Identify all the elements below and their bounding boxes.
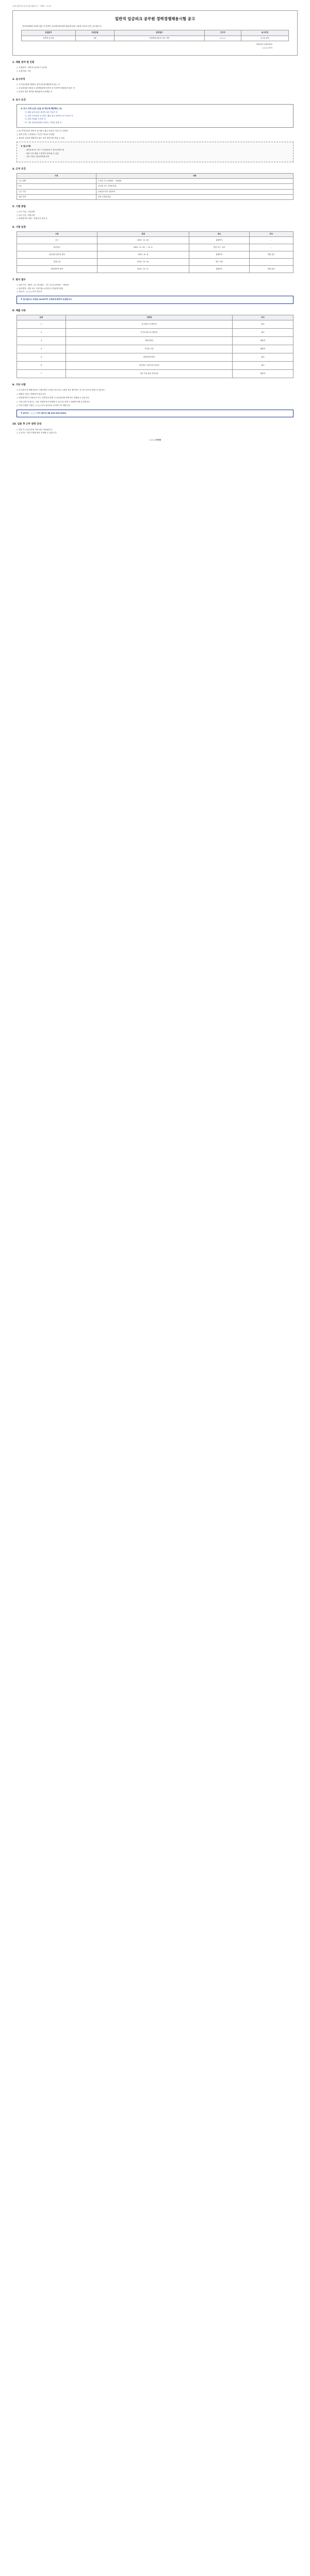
table-cell: 홈페이지 (189, 237, 249, 244)
list-item: ○ 최종합격자 결정 : 면접시험 성적 순 (17, 217, 47, 220)
table-row (17, 259, 293, 266)
list-item: ○ 공무원임용시험령 등 관계법령에 의하여 응시자격이 제한되지 않은 자 (17, 87, 75, 90)
section-7-title: 7. 원서 접수 (12, 279, 26, 282)
list-item: ○ 경력 산정 시 중복되는 기간은 하나로 산정함 (17, 133, 55, 135)
list-item: ○ 시험 일정 및 장소는 기관 사정에 따라 변경될 수 있으며, 변경 시 홈페이지에 공고합니다. (17, 400, 90, 403)
table-header-cell: 서류명 (66, 315, 233, 320)
table-cell: 개별 통보 (249, 266, 293, 273)
section-2-title: 2. 응시자격 (12, 78, 25, 81)
table-row (17, 184, 293, 189)
announce-date: 2021년 11월 24일 (256, 43, 272, 45)
recruit-table (21, 30, 289, 41)
table-cell: 방문 또는 우편 (189, 244, 249, 251)
table-cell: 2021. 11. 24. (97, 237, 189, 244)
table-cell: 해당자 (233, 369, 293, 378)
table-row (17, 189, 293, 194)
table-cell: 근무 형태 (17, 179, 96, 184)
table-header-cell: 비고 (233, 315, 293, 320)
list-item: ○ 최종합격자가 임용포기 또는 결격사유 발생 시 차순위자를 합격자로 결정할 수 있습니다. (17, 397, 90, 399)
table-header-cell: 모집분야 (22, 30, 76, 36)
table-row (17, 369, 293, 378)
list-item: - 기타 사항은 담당자에게 문의 (25, 156, 50, 158)
document-title: 일반직 임금피크 공무원 경력경쟁채용시험 공고 (115, 16, 195, 22)
table-header-cell: 순번 (17, 315, 66, 320)
table-cell: 공고문 참조 (241, 36, 288, 41)
table-cell: 4 (17, 345, 66, 353)
table-cell: 일반직 공무원 (22, 36, 76, 41)
table-row (17, 251, 293, 259)
document-page (6, 0, 304, 452)
table-cell: 필수 (233, 361, 293, 369)
table-row (17, 244, 293, 251)
table-cell: 필수 (233, 320, 293, 328)
qualification-box-title: ※ 응시 자격 요건 (다음 중 하나에 해당하는 자) (21, 107, 62, 110)
table-cell: 응시원서 (소정양식) (66, 320, 233, 328)
section-8-title: 8. 제출 서류 (12, 309, 26, 312)
table-header-cell: 구분 (17, 231, 97, 236)
table-cell: 공무원 보수 규정에 따름 (96, 184, 293, 189)
list-item: 다. 관련 학위를 소지한 자 (25, 118, 46, 121)
table-header-cell: 담당업무 (115, 30, 204, 36)
table-cell: 근무 기간 (17, 189, 96, 194)
list-item: ○ 접수처 : ○○○○지사 총무과 (17, 291, 42, 293)
header-box (12, 10, 298, 56)
table-cell: 자격증 사본 (66, 345, 233, 353)
deadline-callout: ※ 원서접수는 마감일 18:00까지 도착분에 한하여 유효합니다. (17, 296, 293, 304)
table-cell: 2021. 12. 8. (97, 251, 189, 259)
table-cell: 기타 가점 관련 증빙서류 (66, 369, 233, 378)
table-cell: 홈페이지 (189, 266, 249, 273)
table-cell: 민원행정지원 및 업무 전반 (115, 36, 204, 41)
table-cell: 2021. 12. 14. (97, 259, 189, 266)
table-header-cell: 모집인원 (75, 30, 115, 36)
table-cell: 6 (17, 361, 66, 369)
closing-signature: ○○○○지사장 (149, 438, 161, 441)
table-cell: 공고 (17, 237, 97, 244)
table-row (17, 179, 293, 184)
table-row (17, 361, 293, 369)
table-cell: 최종합격자 발표 (17, 266, 97, 273)
table-row (17, 194, 293, 199)
table-header-cell: 근무지 (204, 30, 241, 36)
list-item: ○ 위 자격요건의 경력은 응시원서 접수 마감일 기준으로 산정함 (17, 130, 68, 132)
section-1-title: 1. 채용 분야 및 인원 (12, 61, 35, 64)
table-cell: 2021. 11. 29. ~ 12. 3. (97, 244, 189, 251)
list-item: ○ 국가공무원법 제33조 결격사유에 해당하지 않는 자 (17, 83, 60, 86)
list-item: ○ 응시원서 및 제출서류의 기재사항이 사실과 다르거나 누락된 경우 불이익은 응시자 본인의 책임으로 합니다. (17, 389, 105, 392)
list-item: ○ 필요한 서류를 제출하지 않은 경우 불이익을 받을 수 있음 (17, 137, 65, 139)
contact-callout: ※ 문의처 : ○○○○지사 총무과 (☎ 000-000-0000) (17, 410, 293, 418)
table-cell: 면접시험 (17, 259, 97, 266)
table-cell: 필수 (233, 353, 293, 361)
table-cell: 필수 (233, 328, 293, 336)
list-item: ○ 2차 시험 : 면접시험 (17, 214, 35, 216)
table-cell: 홈페이지 (189, 251, 249, 259)
table-cell: 주 5일 근무 (09:00 ~ 18:00) (96, 179, 293, 184)
table-cell: 복리 후생 (17, 194, 96, 199)
table-row (17, 320, 293, 328)
documents-table (17, 315, 293, 378)
table-row (17, 237, 293, 244)
list-item: ○ 제출된 서류는 반환하지 않습니다. (17, 393, 46, 395)
table-cell: 보수 (17, 184, 96, 189)
list-item: ○ 임용 후 수습기간을 거쳐 정규 임용됩니다. (17, 428, 53, 431)
list-item: ○ 남자의 경우 병역을 필하였거나 면제된 자 (17, 90, 53, 93)
section-3-title: 3. 응시 요건 (12, 99, 26, 102)
table-cell: 관련 규정에 따름 (96, 194, 293, 199)
table-cell: 2 (17, 328, 66, 336)
list-item: ○ 모집분야 : 일반직 임금피크 공무원 (17, 66, 47, 69)
table-cell: 1명 (75, 36, 115, 41)
table-cell: 서류전형 합격자 발표 (17, 251, 97, 259)
table-cell: - (249, 244, 293, 251)
table-cell: 자기소개서 (소정양식) (66, 328, 233, 336)
table-cell: 해당자 (233, 345, 293, 353)
table-cell: - (249, 259, 293, 266)
section-10-title: 10. 임용 후 근무 관련 안내 (12, 423, 42, 426)
announce-org: ○○○○지사 (262, 46, 272, 49)
table-cell: 임용일로부터 정년까지 (96, 189, 293, 194)
table-cell: 3 (17, 336, 66, 345)
table-cell: 2021. 12. 17. (97, 266, 189, 273)
list-item: ○ 기타 자세한 사항은 ○○○○지사 총무과로 문의하시기 바랍니다. (17, 404, 71, 407)
work-conditions-table (17, 173, 293, 200)
section-6-title: 6. 시험 일정 (12, 226, 26, 229)
table-row (17, 336, 293, 345)
table-header-cell: 비고 (249, 231, 293, 236)
table-header-cell: 구분 (17, 173, 96, 178)
table-cell: - (249, 237, 293, 244)
qualification-box (17, 104, 293, 128)
table-row (17, 328, 293, 336)
section-5-title: 5. 시험 방법 (12, 206, 26, 209)
list-item: - 경력증명서는 반드시 담당업무가 명시되어야 함 (25, 148, 64, 151)
list-item: ○ 모집인원 : 1명 (17, 70, 31, 72)
intro-text: 경력경쟁채용시험에 대한 전 일반직 공무원(경력경쟁 채용)에 관한 사항을 다음과 같이 공고합니다. (22, 25, 102, 27)
list-item: - 허위 서류 제출 시 합격이 취소될 수 있음 (25, 152, 59, 155)
list-item: 라. 기타 관계 법령에서 정하는 자격을 갖춘 자 (25, 121, 62, 124)
list-item: ○ 근무지는 기관 사정에 따라 조정될 수 있습니다. (17, 432, 57, 434)
table-row (17, 345, 293, 353)
top-note: 공개-일반공개 공공기관 채용공고 · 기관명 · 공고문 (12, 5, 52, 7)
table-cell: 개별 통보 (249, 251, 293, 259)
table-cell: 해당자 (233, 336, 293, 345)
table-cell: 원서접수 (17, 244, 97, 251)
table-header-cell: 일정 (97, 231, 189, 236)
list-item: ○ 1차 시험 : 서류전형 (17, 211, 35, 213)
table-row (17, 353, 293, 361)
table-header-cell: 응시자격 (241, 30, 288, 36)
table-cell: 최종학력증명서 (66, 353, 233, 361)
list-item: 나. 관련 자격증을 소지하고 해당 분야 경력이 1년 이상인 자 (25, 114, 73, 117)
reference-box-title: ※ 참고사항 (21, 145, 31, 148)
list-item: ○ 접수기간 : 2021. 11. 29.(월) ~ 12. 3.(금) 09:00 ~ 18:00 (17, 284, 69, 286)
table-cell: 경력증명서 (66, 336, 233, 345)
table-header-cell: 장소 (189, 231, 249, 236)
table-cell: 7 (17, 369, 66, 378)
table-cell: 1 (17, 320, 66, 328)
section-4-title: 4. 근무 조건 (12, 167, 26, 171)
section-9-title: 9. 기타 사항 (12, 383, 26, 386)
table-header-cell: 내용 (96, 173, 293, 178)
table-cell: 5 (17, 353, 66, 361)
schedule-table (17, 231, 293, 273)
list-item: 가. 해당 분야 관련 경력이 3년 이상인 자 (25, 111, 58, 114)
reference-box (17, 142, 293, 162)
table-row (17, 266, 293, 273)
table-cell: ○○○○ (204, 36, 241, 41)
table-cell: 별도 안내 (189, 259, 249, 266)
table-row (22, 36, 289, 41)
list-item: ○ 접수방법 : 방문 또는 우편 접수 (마감일 도착분에 한함) (17, 287, 63, 290)
table-cell: 개인정보 수집·이용 동의서 (66, 361, 233, 369)
